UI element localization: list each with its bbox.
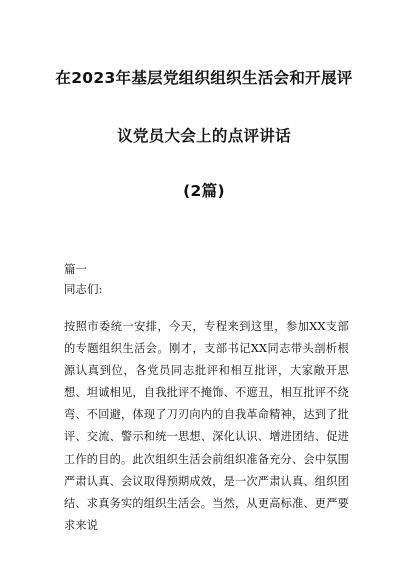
greeting: 同志们: bbox=[64, 282, 103, 296]
body-paragraph: 按照市委统一安排，今天，专程来到这里，参加XX支部的专题组织生活会。刚才，支部书记XX同志带头剖析根源认真到位，各党员同志批评和相互批评，大家敞开思想、坦诚相见，自我批评不掩饰、不遮丑，相互批评不绕弯、不回避，体现了刀刃向内的自我革命精神，达到了批评、交流、警示和统一思想、深化认识、增进团结、促进工作的目的。此次组织生活会前组织准备充分、会中氛围严肃认真、会议取得预期成效，是一次严肃认真、组织团结、求真务实的组织生活会。当然，从更高标准、更严要求来说 bbox=[64, 320, 349, 532]
document-subtitle: (2篇) bbox=[183, 182, 225, 200]
document-title-line-2: 议党员大会上的点评讲话 bbox=[117, 127, 291, 145]
document-title-line-1: 在2023年基层党组织组织生活会和开展评 bbox=[55, 69, 353, 87]
section-label: 篇一 bbox=[64, 262, 87, 276]
